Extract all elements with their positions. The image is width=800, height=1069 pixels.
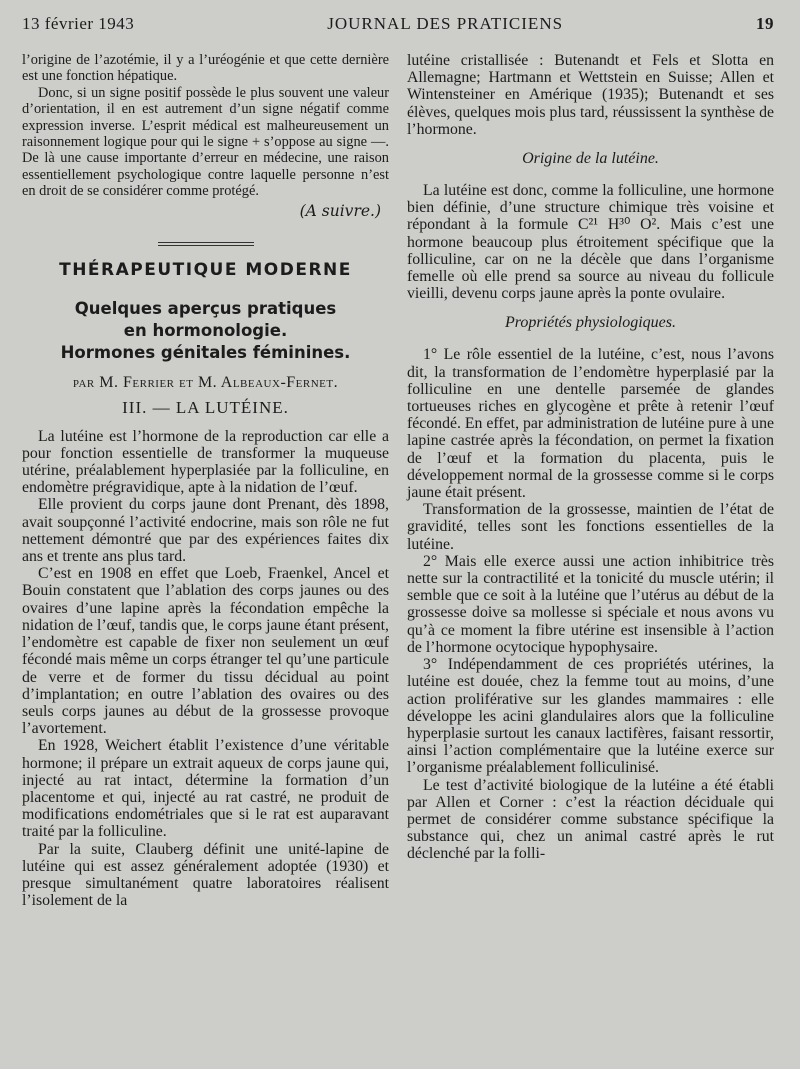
paragraph: lutéine cristallisée : Butenandt et Fels et Slotta en Allemagne; Hartmann et Wettstein en Suisse; Allen et Wintensteiner en Amérique (1935); Butenandt et ses élèves, quelques mois plus tard, réussissent la synthèse de l’hormone. <box>407 52 774 138</box>
right-column <box>407 52 774 909</box>
paragraph: Par la suite, Clauberg définit une unité-lapine de lutéine qui est assez généralement adoptée (1930) et presque simultanément quatre laboratoires réalisent l’isolement de la <box>22 840 389 910</box>
article-authors: par M. Ferrier et M. Albeaux-Fernet. <box>72 373 339 391</box>
paragraph: La lutéine est l’hormone de la reproduction car elle a pour fonction essentielle de transformer la muqueuse utérine, préalablement hyperplasiée par la folliculine, en endomètre prégravidique, apte à la nidation de l’œuf. <box>22 427 389 497</box>
part-heading: III. — LA LUTÉINE. <box>122 397 289 417</box>
header-page-number: 19 <box>756 14 774 33</box>
paragraph: Elle provient du corps jaune dont Prenant, dès 1898, avait soupçonné l’activité endocrine, mais son rôle ne fut nettement démontré que par des expériences faites dix ans et trente ans plus tard. <box>22 496 389 566</box>
running-header <box>22 12 774 38</box>
paragraph: En 1928, Weichert établit l’existence d’une véritable hormone; il prépare un extrait aqueux de corps jaune qui, injecté au rat intact, détermine la formation d’un placentome et qui, injecté au rat castré, ne produit de modifications endométriales que si le rat est auparavant traité par la folliculine. <box>22 737 389 841</box>
paragraph: Donc, si un signe positif possède le plus souvent une valeur d’orientation, il en est autrement d’un signe négatif comme expression inverse. L’esprit médical est malheureusement un raisonnement logique pour qui le signe + s’oppose au signe —. De là une cause importante d’erreur en médecine, une raison essentiellement psychologique contre laquelle personne n’est en droit de se considérer comme protégé. <box>22 84 389 200</box>
paragraph: Le test d’activité biologique de la lutéine a été établi par Allen et Corner : c’est la réaction déciduale qui permet de considérer comme substance spécifique la substance qui, chez un animal castré après le rut déclenché par la folli- <box>407 776 774 863</box>
paragraph: 2° Mais elle exerce aussi une action inhibitrice très nette sur la contractilité et la tonicité du muscle utérin; il semble que ce soit à la lutéine que l’utérus au début de la grossesse doive sa mollesse si spéciale et nous avons vu qu’à ce moment la fibre utérine est insensible à l’action de l’hormone ocytocique hypophysaire. <box>407 552 774 656</box>
left-column <box>22 52 389 909</box>
paragraph: La lutéine est donc, comme la folliculine, une hormone bien définie, d’une structure chimique très voisine et répondant à la formule C²¹ H³⁰ O². Mais c’est une hormone beaucoup plus étroitement spécifique que la folliculine, car on ne la décèle que dans l’organisme femelle où elle prend sa source au niveau du follicule vieilli, devenu corps jaune après la ponte ovulaire. <box>407 182 774 303</box>
article-title-line-1: Quelques aperçus pratiques <box>74 298 337 318</box>
subsection-heading: Origine de la lutéine. <box>522 150 659 168</box>
header-journal-title: JOURNAL DES PRATICIENS <box>327 14 564 33</box>
paragraph: 3° Indépendamment de ces propriétés utérines, la lutéine est douée, chez la femme tout au moins, d’une action proliférative sur les glandes mammaires : elle développe les acini glandulaires alors que la folliculine hyperplasie surtout les canaux lactifères, faisant ressortir, ainsi l’action complémentaire que la lutéine exerce sur l’organisme préalablement folliculinisé. <box>407 656 774 777</box>
to-be-continued: (A suivre.) <box>299 201 381 220</box>
article-title-line-2: en hormonologie. <box>123 320 288 340</box>
section-title: THÉRAPEUTIQUE MODERNE <box>59 259 352 280</box>
header-date: 13 février 1943 <box>22 14 135 33</box>
paragraph: l’origine de l’azotémie, il y a l’uréogénie et que cette dernière est une fonction hépatique. <box>22 52 389 85</box>
paragraph: 1° Le rôle essentiel de la lutéine, c’est, nous l’avons dit, la transformation de l’endomètre hyperplasié par la folliculine en une dentelle parsemée de glandes tortueuses riches en glycogène et prête à retenir l’œuf fécondé. En effet, par administration de lutéine pure à une lapine castrée après la fécondation, on permet la fixation de l’œuf et la formation du placenta, puis le développement normal de la grossesse comme si le corps jaune était présent. <box>407 346 774 502</box>
section-divider <box>158 242 254 246</box>
article-title-line-3: Hormones génitales féminines. <box>60 342 351 362</box>
paragraph: C’est en 1908 en effet que Loeb, Fraenkel, Ancel et Bouin constatent que l’ablation des corps jaunes ou des ovaires d’une lapine après la fécondation empêche la nidation de l’œuf, tandis que, le corps jaune étant présent, l’endomètre est capable de fixer non seulement un œuf fécondé mais même un corps étranger tel qu’une particule de verre et de former du tissu décidual au point d’implantation; en outre l’ablation des ovaires ou des seuls corps jaunes au début de la grossesse provoque l’avortement. <box>22 565 389 738</box>
subsection-heading: Propriétés physiologiques. <box>505 314 676 332</box>
paragraph: Transformation de la grossesse, maintien de l’état de gravidité, telles sont les fonctions essentielles de la lutéine. <box>407 501 774 553</box>
